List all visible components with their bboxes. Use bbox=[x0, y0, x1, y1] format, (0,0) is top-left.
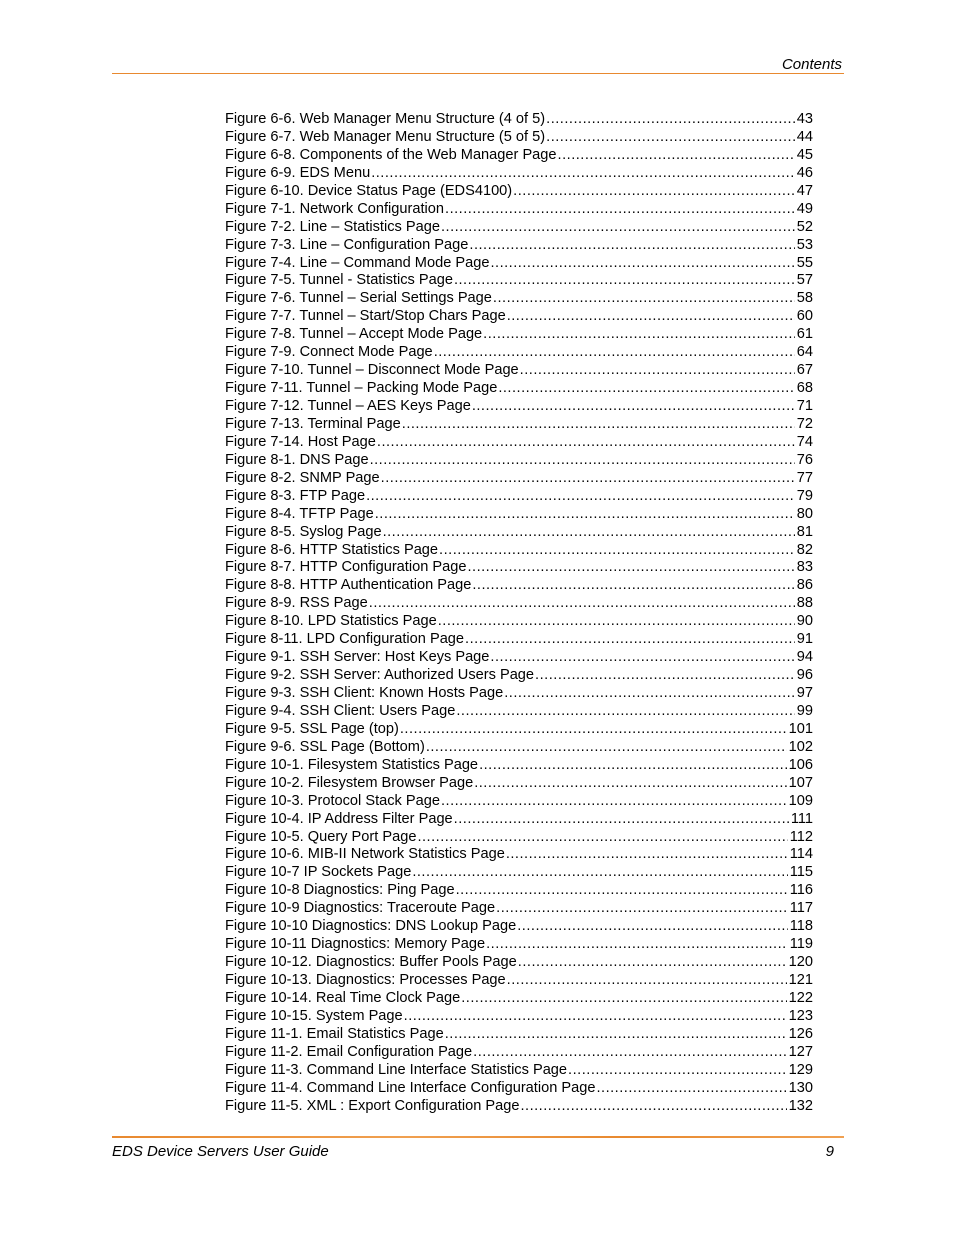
toc-entry[interactable] bbox=[225, 506, 813, 524]
toc-entry-label: Figure 7-5. Tunnel - Statistics Page bbox=[225, 272, 453, 289]
dot-leader bbox=[517, 918, 788, 936]
toc-entry-label: Figure 7-7. Tunnel – Start/Stop Chars Page bbox=[225, 308, 506, 325]
toc-entry-label: Figure 10-14. Real Time Clock Page bbox=[225, 989, 461, 1006]
dot-leader bbox=[490, 649, 794, 667]
toc-entry[interactable] bbox=[225, 864, 813, 882]
toc-entry-page: 49 bbox=[796, 200, 813, 217]
dot-leader bbox=[467, 559, 794, 577]
toc-entry-label: Figure 8-9. RSS Page bbox=[225, 595, 368, 612]
toc-entry-label: Figure 8-8. HTTP Authentication Page bbox=[225, 577, 472, 594]
toc-entry[interactable] bbox=[225, 488, 813, 506]
toc-entry-page: 97 bbox=[796, 685, 813, 701]
toc-entry-label: Figure 7-12. Tunnel – AES Keys Page bbox=[225, 398, 471, 414]
toc-entry-page: 106 bbox=[788, 756, 813, 773]
toc-entry-label: Figure 11-5. XML : Export Configuration Page bbox=[225, 1097, 520, 1114]
dot-leader bbox=[402, 416, 795, 434]
dot-leader bbox=[438, 613, 795, 631]
dot-leader bbox=[456, 882, 788, 900]
toc-entry-label: Figure 10-3. Protocol Stack Page bbox=[225, 792, 440, 809]
toc-entry-page: 119 bbox=[789, 936, 813, 953]
toc-entry[interactable] bbox=[225, 613, 813, 631]
dot-leader bbox=[412, 864, 787, 882]
dot-leader bbox=[417, 829, 787, 847]
toc-entry-label: Figure 7-4. Line – Command Mode Page bbox=[225, 254, 490, 271]
toc-entry-label: Figure 10-1. Filesystem Statistics Page bbox=[225, 756, 479, 773]
dot-leader bbox=[518, 954, 787, 972]
toc-entry-page: 74 bbox=[796, 433, 813, 450]
toc-entry-page: 43 bbox=[796, 111, 813, 127]
toc-entry-label: Figure 9-2. SSH Server: Authorized Users Page bbox=[225, 667, 535, 684]
toc-entry[interactable] bbox=[225, 739, 813, 757]
toc-entry-page: 77 bbox=[796, 469, 813, 486]
toc-entry-page: 130 bbox=[788, 1079, 813, 1096]
toc-entry-page: 57 bbox=[796, 272, 813, 289]
toc-entry-label: Figure 11-4. Command Line Interface Configuration Page bbox=[225, 1079, 596, 1096]
toc-entry-page: 122 bbox=[788, 989, 813, 1006]
dot-leader bbox=[400, 721, 787, 739]
toc-entry-page: 91 bbox=[796, 631, 813, 648]
dot-leader bbox=[498, 380, 794, 398]
toc-entry[interactable] bbox=[225, 1098, 813, 1116]
toc-entry-label: Figure 7-1. Network Configuration bbox=[225, 200, 445, 217]
toc-entry[interactable] bbox=[225, 703, 813, 721]
toc-entry-page: 116 bbox=[789, 882, 813, 899]
toc-entry-label: Figure 10-10 Diagnostics: DNS Lookup Page bbox=[225, 918, 517, 935]
dot-leader bbox=[507, 972, 787, 990]
toc-entry-page: 88 bbox=[796, 595, 813, 612]
toc-entry-label: Figure 6-9. EDS Menu bbox=[225, 164, 371, 181]
dot-leader bbox=[596, 1080, 786, 1098]
toc-entry-label: Figure 10-15. System Page bbox=[225, 1007, 403, 1024]
toc-entry[interactable] bbox=[225, 721, 813, 739]
dot-leader bbox=[546, 111, 795, 129]
toc-entry-label: Figure 10-5. Query Port Page bbox=[225, 828, 417, 845]
toc-entry-label: Figure 6-10. Device Status Page (EDS4100) bbox=[225, 182, 513, 199]
dot-leader bbox=[493, 290, 795, 308]
toc-entry-page: 101 bbox=[788, 720, 813, 737]
page-number: 9 bbox=[825, 1143, 834, 1160]
dot-leader bbox=[456, 703, 794, 721]
dot-leader bbox=[375, 506, 795, 524]
dot-leader bbox=[404, 1008, 787, 1026]
toc-entry[interactable] bbox=[225, 846, 813, 864]
toc-entry-page: 47 bbox=[796, 182, 813, 199]
dot-leader bbox=[461, 990, 786, 1008]
toc-entry-label: Figure 10-12. Diagnostics: Buffer Pools Page bbox=[225, 954, 517, 971]
dot-leader bbox=[486, 936, 788, 954]
toc-entry-page: 52 bbox=[796, 218, 813, 235]
toc-entry-page: 72 bbox=[796, 415, 813, 432]
dot-leader bbox=[473, 1044, 786, 1062]
toc-entry-page: 96 bbox=[796, 667, 813, 684]
dot-leader bbox=[507, 308, 795, 326]
toc-entry[interactable] bbox=[225, 290, 813, 308]
toc-entry[interactable] bbox=[225, 434, 813, 452]
toc-entry-page: 55 bbox=[796, 254, 813, 271]
toc-entry-label: Figure 10-11 Diagnostics: Memory Page bbox=[225, 936, 486, 953]
dot-leader bbox=[426, 739, 787, 757]
toc-entry-label: Figure 8-5. Syslog Page bbox=[225, 523, 382, 540]
dot-leader bbox=[439, 542, 795, 560]
toc-entry-label: Figure 6-7. Web Manager Menu Structure (5 of 5) bbox=[225, 128, 546, 145]
toc-entry[interactable] bbox=[225, 255, 813, 273]
toc-entry-page: 123 bbox=[788, 1007, 813, 1024]
toc-entry-label: Figure 10-8 Diagnostics: Ping Page bbox=[225, 882, 455, 899]
toc-entry-page: 94 bbox=[796, 649, 813, 666]
toc-entry-page: 126 bbox=[788, 1025, 813, 1042]
toc-entry-label: Figure 7-10. Tunnel – Disconnect Mode Page bbox=[225, 362, 519, 379]
toc-entry[interactable] bbox=[225, 990, 813, 1008]
toc-entry[interactable] bbox=[225, 344, 813, 362]
section-title: Contents bbox=[781, 56, 842, 73]
toc-entry-page: 109 bbox=[788, 792, 813, 809]
toc-entry[interactable] bbox=[225, 757, 813, 775]
dot-leader bbox=[434, 344, 795, 362]
dot-leader bbox=[558, 147, 795, 165]
dot-leader bbox=[506, 846, 788, 864]
toc-entry-page: 64 bbox=[796, 344, 813, 361]
dot-leader bbox=[441, 793, 787, 811]
dot-leader bbox=[445, 201, 795, 219]
toc-entry-page: 44 bbox=[796, 128, 813, 145]
toc-entry[interactable] bbox=[225, 1044, 813, 1062]
dot-leader bbox=[472, 577, 794, 595]
dot-leader bbox=[445, 1026, 787, 1044]
toc-entry-label: Figure 10-6. MIB-II Network Statistics Page bbox=[225, 846, 505, 863]
toc-entry-page: 71 bbox=[796, 398, 813, 414]
dot-leader bbox=[377, 434, 795, 452]
toc-entry-label: Figure 7-2. Line – Statistics Page bbox=[225, 218, 440, 235]
toc-entry-page: 83 bbox=[796, 559, 813, 576]
toc-entry[interactable] bbox=[225, 900, 813, 918]
toc-entry-label: Figure 10-13. Diagnostics: Processes Page bbox=[225, 972, 506, 988]
dot-leader bbox=[370, 452, 795, 470]
toc-entry[interactable] bbox=[225, 972, 813, 990]
toc-entry[interactable] bbox=[225, 380, 813, 398]
toc-entry[interactable] bbox=[225, 882, 813, 900]
toc-entry-page: 61 bbox=[796, 326, 813, 343]
dot-leader bbox=[520, 362, 795, 380]
toc-entry[interactable] bbox=[225, 667, 813, 685]
toc-entry-page: 115 bbox=[789, 864, 813, 881]
toc-entry-label: Figure 9-3. SSH Client: Known Hosts Page bbox=[225, 685, 504, 701]
toc-entry-label: Figure 10-4. IP Address Filter Page bbox=[225, 810, 453, 827]
toc-entry[interactable] bbox=[225, 793, 813, 811]
toc-entry-label: Figure 7-14. Host Page bbox=[225, 433, 376, 450]
toc-entry-page: 107 bbox=[788, 774, 813, 791]
dot-leader bbox=[568, 1062, 787, 1080]
toc-entry[interactable] bbox=[225, 452, 813, 470]
toc-entry[interactable] bbox=[225, 272, 813, 290]
toc-entry[interactable] bbox=[225, 936, 813, 954]
toc-entry[interactable] bbox=[225, 470, 813, 488]
toc-entry-page: 86 bbox=[796, 577, 813, 594]
dot-leader bbox=[504, 685, 795, 703]
toc-entry-page: 111 bbox=[790, 810, 813, 827]
dot-leader bbox=[479, 757, 787, 775]
toc-entry-page: 117 bbox=[789, 900, 813, 917]
toc-entry-page: 99 bbox=[796, 702, 813, 719]
toc-entry-page: 68 bbox=[796, 380, 813, 397]
toc-entry-page: 46 bbox=[796, 164, 813, 181]
toc-entry-label: Figure 8-6. HTTP Statistics Page bbox=[225, 541, 439, 558]
toc-entry[interactable] bbox=[225, 631, 813, 649]
toc-entry-label: Figure 7-3. Line – Configuration Page bbox=[225, 236, 469, 253]
toc-entry-page: 127 bbox=[788, 1043, 813, 1060]
toc-entry-page: 129 bbox=[788, 1061, 813, 1078]
toc-entry[interactable] bbox=[225, 559, 813, 577]
toc-entry[interactable] bbox=[225, 111, 813, 129]
toc-entry[interactable] bbox=[225, 577, 813, 595]
toc-entry-page: 132 bbox=[788, 1097, 813, 1114]
toc-entry-label: Figure 8-3. FTP Page bbox=[225, 487, 366, 504]
toc-entry[interactable] bbox=[225, 918, 813, 936]
dot-leader bbox=[474, 775, 786, 793]
toc-entry-label: Figure 7-11. Tunnel – Packing Mode Page bbox=[225, 380, 498, 397]
toc-entry[interactable] bbox=[225, 201, 813, 219]
dot-leader bbox=[366, 488, 795, 506]
toc-entry-page: 118 bbox=[789, 918, 813, 935]
toc-entry[interactable] bbox=[225, 954, 813, 972]
toc-entry[interactable] bbox=[225, 129, 813, 147]
dot-leader bbox=[520, 1098, 786, 1116]
toc-entry-page: 58 bbox=[796, 290, 813, 307]
toc-entry[interactable] bbox=[225, 1026, 813, 1044]
toc-entry-label: Figure 9-5. SSL Page (top) bbox=[225, 720, 399, 737]
dot-leader bbox=[472, 398, 795, 416]
toc-entry[interactable] bbox=[225, 649, 813, 667]
toc-entry-page: 114 bbox=[789, 846, 813, 863]
toc-entry-label: Figure 8-11. LPD Configuration Page bbox=[225, 631, 465, 648]
dot-leader bbox=[469, 237, 794, 255]
toc-entry-label: Figure 9-1. SSH Server: Host Keys Page bbox=[225, 649, 490, 666]
dot-leader bbox=[513, 183, 795, 201]
toc-entry-page: 80 bbox=[796, 505, 813, 522]
toc-entry-label: Figure 7-9. Connect Mode Page bbox=[225, 344, 433, 361]
toc-entry-page: 45 bbox=[796, 146, 813, 163]
toc-entry[interactable] bbox=[225, 165, 813, 183]
dot-leader bbox=[483, 326, 795, 344]
toc-entry-label: Figure 11-1. Email Statistics Page bbox=[225, 1025, 444, 1042]
toc-entry-label: Figure 7-8. Tunnel – Accept Mode Page bbox=[225, 326, 483, 343]
dot-leader bbox=[383, 524, 795, 542]
dot-leader bbox=[369, 595, 795, 613]
toc-entry[interactable] bbox=[225, 219, 813, 237]
dot-leader bbox=[454, 272, 795, 290]
document-title: EDS Device Servers User Guide bbox=[112, 1143, 329, 1160]
toc-entry-page: 121 bbox=[788, 972, 813, 988]
toc-entry-label: Figure 11-3. Command Line Interface Statistics Page bbox=[225, 1061, 568, 1078]
toc-entry[interactable] bbox=[225, 775, 813, 793]
toc-entry-label: Figure 9-4. SSH Client: Users Page bbox=[225, 702, 456, 719]
toc-entry[interactable] bbox=[225, 811, 813, 829]
dot-leader bbox=[535, 667, 795, 685]
toc-entry-label: Figure 8-7. HTTP Configuration Page bbox=[225, 559, 467, 576]
toc-entry-page: 82 bbox=[796, 541, 813, 558]
dot-leader bbox=[381, 470, 795, 488]
dot-leader bbox=[546, 129, 795, 147]
toc-entry[interactable] bbox=[225, 1080, 813, 1098]
toc-entry[interactable] bbox=[225, 416, 813, 434]
dot-leader bbox=[496, 900, 788, 918]
header-rule bbox=[112, 73, 844, 74]
toc-entry-page: 112 bbox=[789, 828, 813, 845]
dot-leader bbox=[490, 255, 794, 273]
toc-entry-label: Figure 10-7 IP Sockets Page bbox=[225, 864, 412, 881]
toc-entry[interactable] bbox=[225, 398, 813, 416]
toc-entry[interactable] bbox=[225, 147, 813, 165]
table-of-figures bbox=[225, 111, 813, 1116]
toc-entry-label: Figure 6-6. Web Manager Menu Structure (4 of 5) bbox=[225, 111, 546, 127]
toc-entry-page: 79 bbox=[796, 487, 813, 504]
toc-entry-page: 60 bbox=[796, 308, 813, 325]
toc-entry-label: Figure 10-2. Filesystem Browser Page bbox=[225, 774, 474, 791]
toc-entry-page: 120 bbox=[788, 954, 813, 971]
toc-entry-label: Figure 11-2. Email Configuration Page bbox=[225, 1043, 473, 1060]
toc-entry[interactable] bbox=[225, 524, 813, 542]
dot-leader bbox=[371, 165, 795, 183]
toc-entry[interactable] bbox=[225, 1062, 813, 1080]
toc-entry-page: 67 bbox=[796, 362, 813, 379]
toc-entry-page: 81 bbox=[796, 523, 813, 540]
toc-entry-page: 90 bbox=[796, 613, 813, 630]
toc-entry-page: 76 bbox=[796, 451, 813, 468]
toc-entry-page: 102 bbox=[788, 738, 813, 755]
toc-entry[interactable] bbox=[225, 237, 813, 255]
toc-entry[interactable] bbox=[225, 595, 813, 613]
toc-entry-label: Figure 9-6. SSL Page (Bottom) bbox=[225, 738, 425, 755]
toc-entry-label: Figure 7-6. Tunnel – Serial Settings Page bbox=[225, 290, 492, 307]
toc-entry-label: Figure 10-9 Diagnostics: Traceroute Page bbox=[225, 900, 496, 917]
toc-entry-label: Figure 8-2. SNMP Page bbox=[225, 469, 380, 486]
toc-entry[interactable] bbox=[225, 829, 813, 847]
toc-entry-label: Figure 6-8. Components of the Web Manager Page bbox=[225, 146, 557, 163]
toc-entry[interactable] bbox=[225, 542, 813, 560]
toc-entry[interactable] bbox=[225, 183, 813, 201]
dot-leader bbox=[454, 811, 789, 829]
toc-entry-label: Figure 8-10. LPD Statistics Page bbox=[225, 613, 437, 630]
toc-entry-label: Figure 8-1. DNS Page bbox=[225, 451, 369, 468]
toc-entry-label: Figure 7-13. Terminal Page bbox=[225, 415, 401, 432]
toc-entry[interactable] bbox=[225, 326, 813, 344]
toc-entry[interactable] bbox=[225, 308, 813, 326]
toc-entry-page: 53 bbox=[796, 236, 813, 253]
toc-entry[interactable] bbox=[225, 362, 813, 380]
toc-entry[interactable] bbox=[225, 685, 813, 703]
footer-rule bbox=[112, 1136, 844, 1138]
toc-entry[interactable] bbox=[225, 1008, 813, 1026]
toc-entry-label: Figure 8-4. TFTP Page bbox=[225, 505, 374, 522]
dot-leader bbox=[441, 219, 795, 237]
dot-leader bbox=[465, 631, 795, 649]
